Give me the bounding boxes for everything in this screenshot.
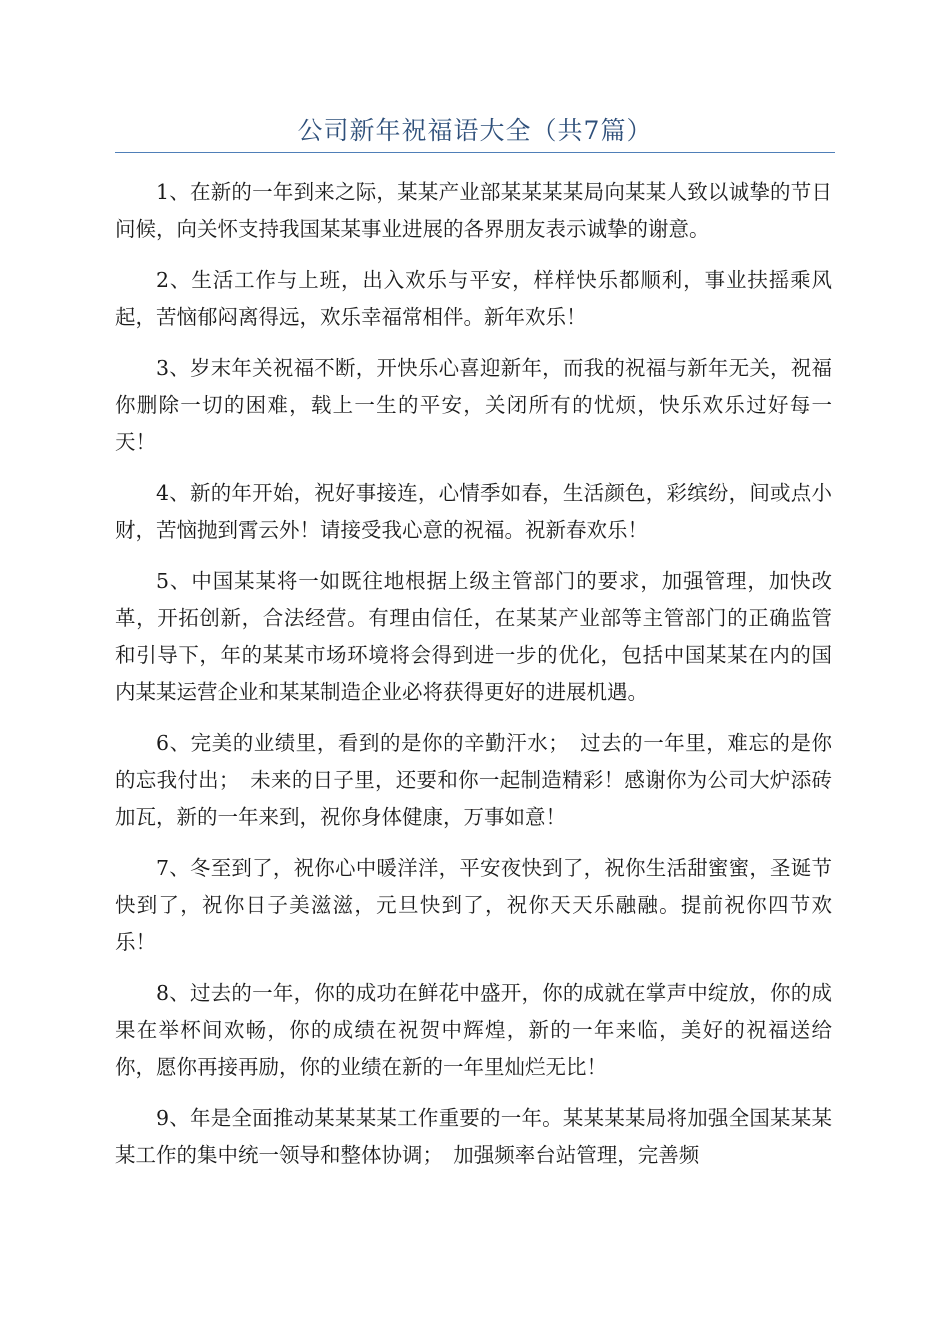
document-title: 公司新年祝福语大全（共7篇） bbox=[297, 116, 653, 145]
document-body bbox=[115, 174, 832, 1188]
paragraph-1: 1、在新的一年到来之际，某某产业部某某某某局向某某人致以诚挚的节日问候，向关怀支持我国某某事业进展的各界朋友表示诚挚的谢意。 bbox=[115, 180, 832, 241]
paragraph-7: 7、冬至到了，祝你心中暖洋洋，平安夜快到了，祝你生活甜蜜蜜，圣诞节快到了，祝你日子美滋滋，元旦快到了，祝你天天乐融融。提前祝你四节欢乐！ bbox=[115, 856, 832, 954]
title-underline bbox=[115, 152, 835, 153]
paragraph-2: 2、生活工作与上班，出入欢乐与平安，样样快乐都顺利，事业扶摇乘风起，苦恼郁闷离得远，欢乐幸福常相伴。新年欢乐！ bbox=[115, 268, 832, 329]
paragraph-8: 8、过去的一年，你的成功在鲜花中盛开，你的成就在掌声中绽放，你的成果在举杯间欢畅，你的成绩在祝贺中辉煌，新的一年来临，美好的祝福送给你，愿你再接再励，你的业绩在新的一年里灿烂无比！ bbox=[115, 981, 832, 1079]
paragraph-3: 3、岁末年关祝福不断，开快乐心喜迎新年，而我的祝福与新年无关，祝福你删除一切的困难，载上一生的平安，关闭所有的忧烦，快乐欢乐过好每一天！ bbox=[115, 356, 832, 454]
paragraph-6: 6、完美的业绩里，看到的是你的辛勤汗水； 过去的一年里，难忘的是你的忘我付出； 未来的日子里，还要和你一起制造精彩！感谢你为公司大炉添砖加瓦，新的一年来到，祝你身体健康，万事如意！ bbox=[115, 731, 832, 829]
paragraph-4: 4、新的年开始，祝好事接连，心情季如春，生活颜色，彩缤纷，间或点小财，苦恼抛到霄云外！请接受我心意的祝福。祝新春欢乐！ bbox=[115, 481, 832, 542]
paragraph-9: 9、年是全面推动某某某某工作重要的一年。某某某某局将加强全国某某某某工作的集中统一领导和整体协调； 加强频率台站管理，完善频 bbox=[115, 1106, 832, 1167]
paragraph-5: 5、中国某某将一如既往地根据上级主管部门的要求，加强管理，加快改革，开拓创新，合法经营。有理由信任，在某某产业部等主管部门的正确监管和引导下，年的某某市场环境将会得到进一步的优化，包括中国某某在内的国内某某运营企业和某某制造企业必将获得更好的进展机遇。 bbox=[115, 569, 832, 704]
